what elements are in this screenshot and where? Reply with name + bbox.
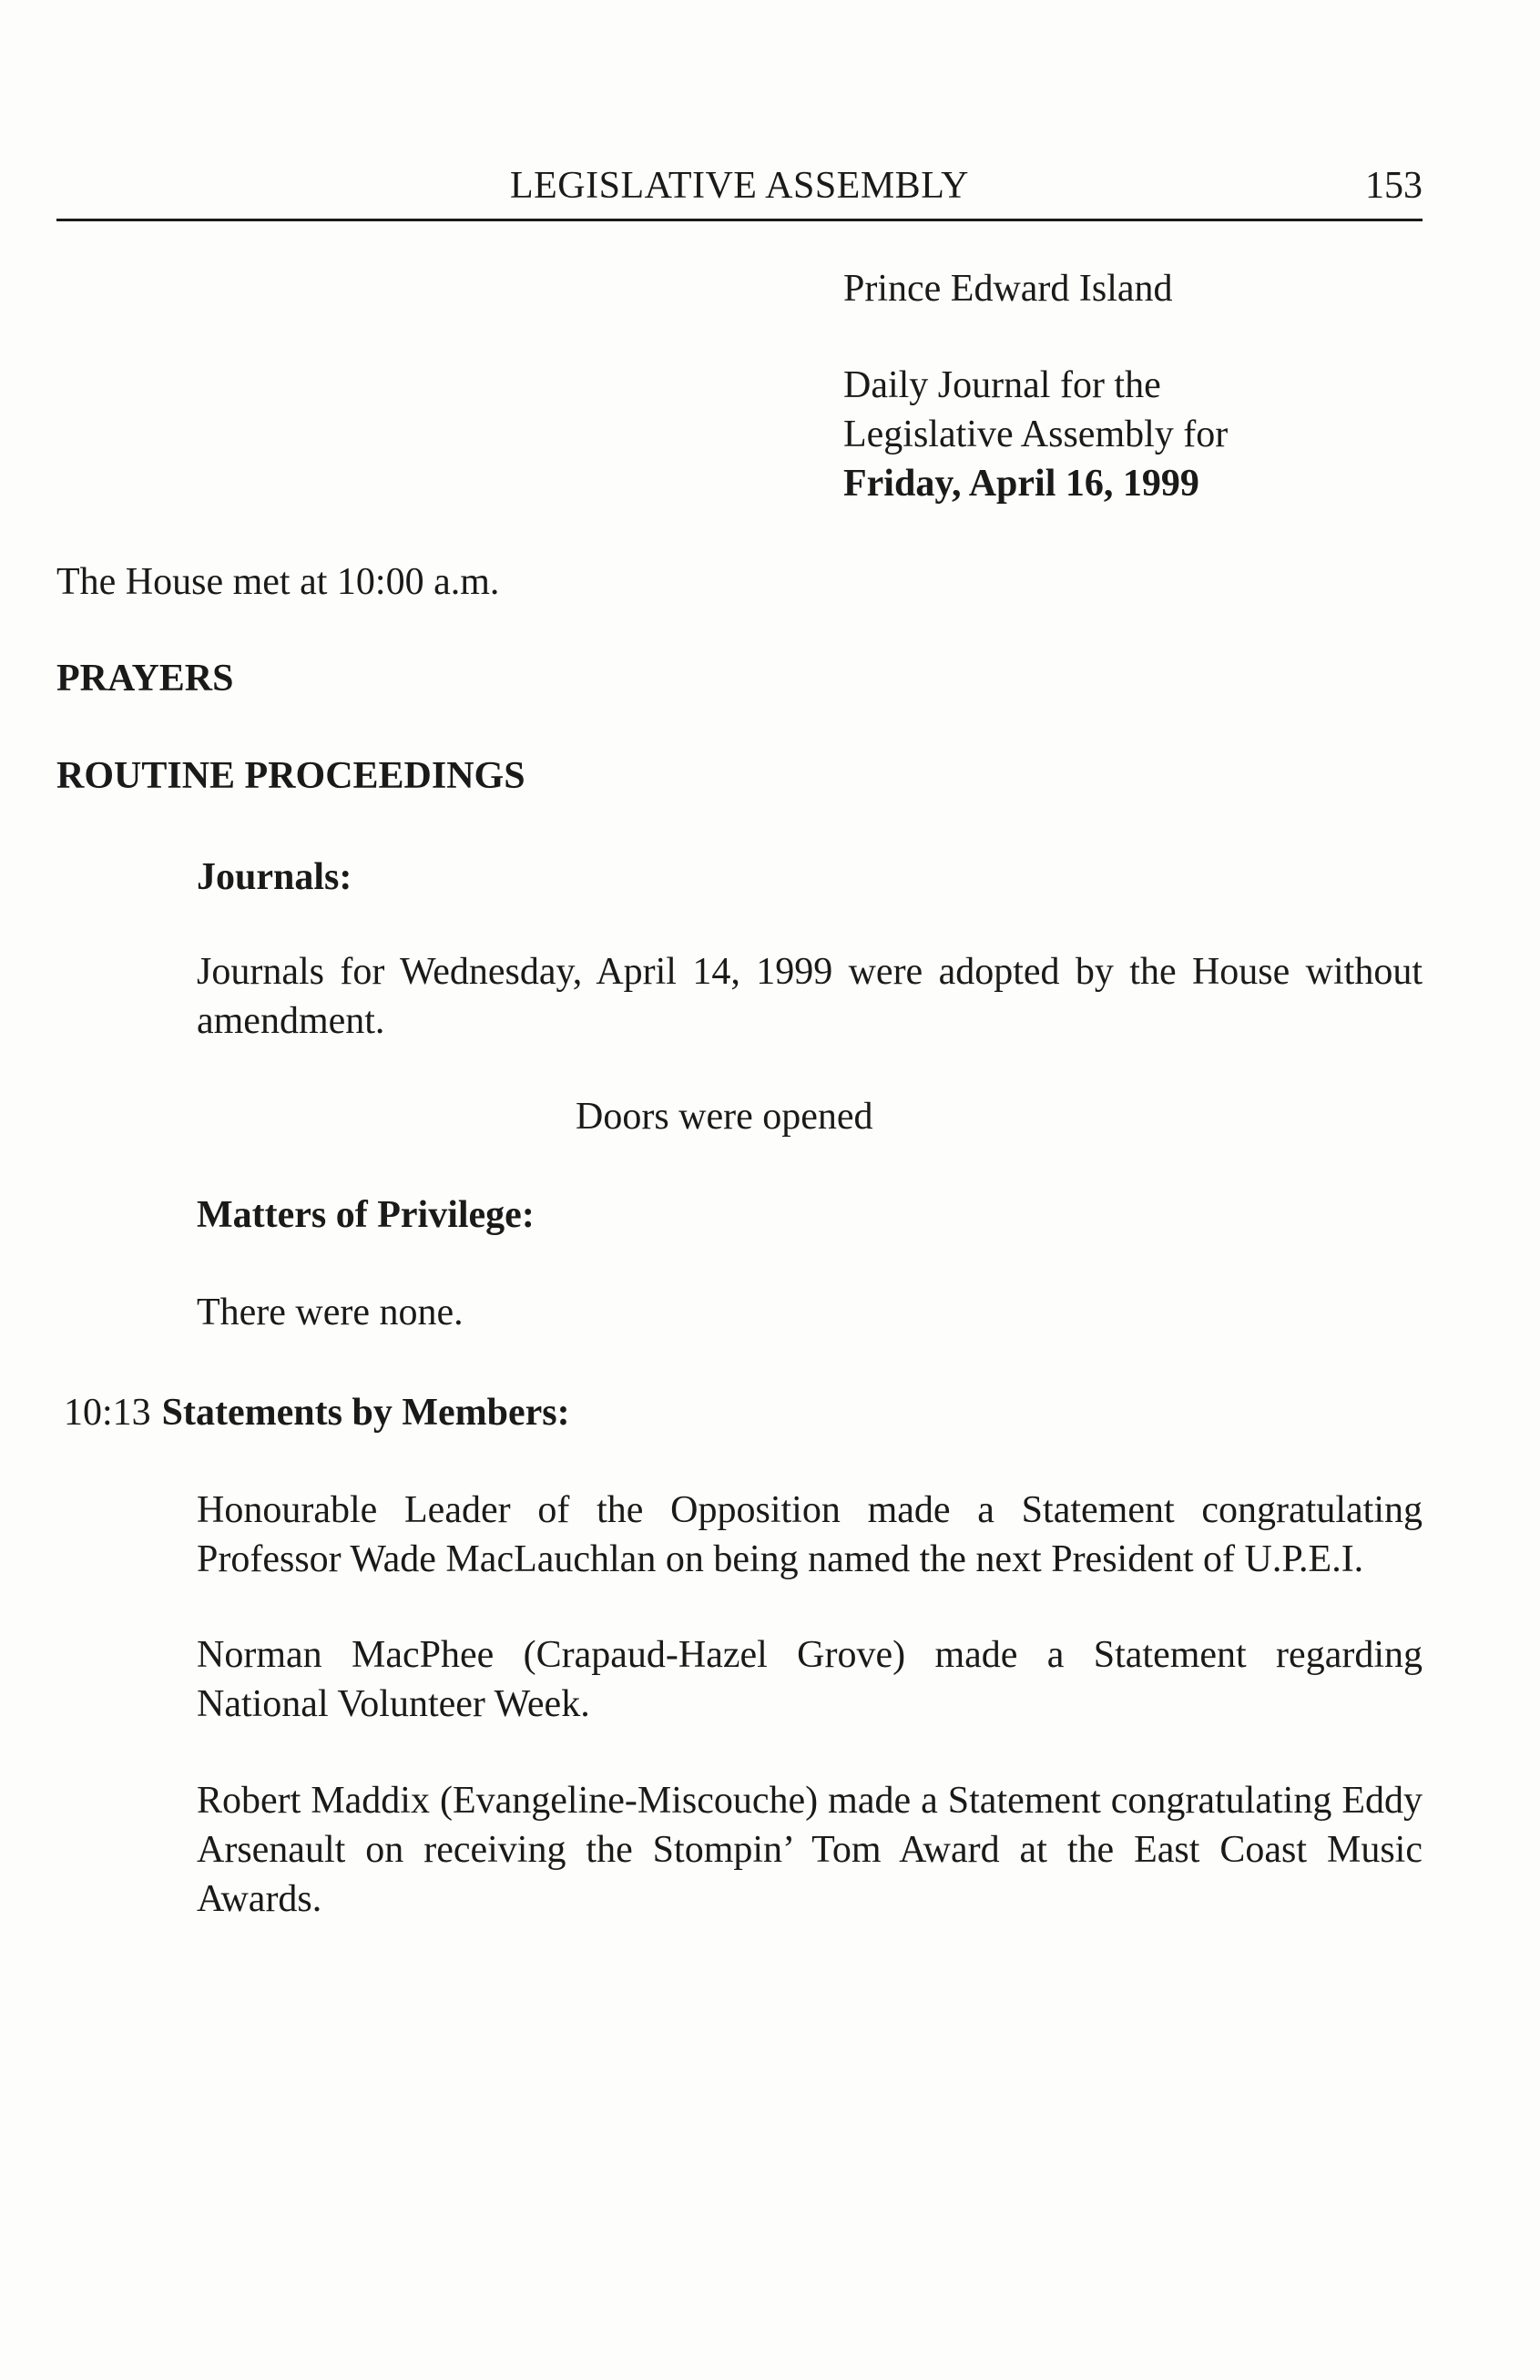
doors-opened: Doors were opened [576, 1096, 873, 1138]
page-header [56, 162, 1423, 221]
journals-heading: Journals: [197, 856, 352, 898]
province-name: Prince Edward Island [843, 268, 1173, 310]
header-title: LEGISLATIVE ASSEMBLY [510, 165, 969, 207]
statement-item: Robert Maddix (Evangeline-Miscouche) made a Statement congratulating Eddy Arsenault on receiving the Stompin’ Tom Award at the East Coast Music Awards. [197, 1780, 1423, 1920]
routine-proceedings-heading: ROUTINE PROCEEDINGS [56, 755, 525, 797]
statement-item: Norman MacPhee (Crapaud-Hazel Grove) made a Statement regarding National Volunteer Week. [197, 1634, 1423, 1725]
page-number: 153 [1365, 165, 1423, 207]
journal-line-1: Daily Journal for the [843, 364, 1161, 406]
statement-item: Honourable Leader of the Opposition made a Statement congratulating Professor Wade MacLauchlan on being named the next President of U.P.E.I. [197, 1489, 1423, 1580]
journal-date: Friday, April 16, 1999 [843, 463, 1199, 505]
statements-time: 10:13 [64, 1392, 151, 1434]
privilege-heading: Matters of Privilege: [197, 1194, 535, 1236]
privilege-text: There were none. [197, 1292, 464, 1333]
opening-line: The House met at 10:00 a.m. [56, 561, 500, 603]
statements-heading: Statements by Members: [161, 1392, 570, 1434]
prayers-heading: PRAYERS [56, 658, 234, 700]
journals-text: Journals for Wednesday, April 14, 1999 were adopted by the House without amendment. [197, 951, 1423, 1042]
statements-heading-line [64, 1388, 570, 1437]
journal-line-2: Legislative Assembly for [843, 414, 1229, 455]
